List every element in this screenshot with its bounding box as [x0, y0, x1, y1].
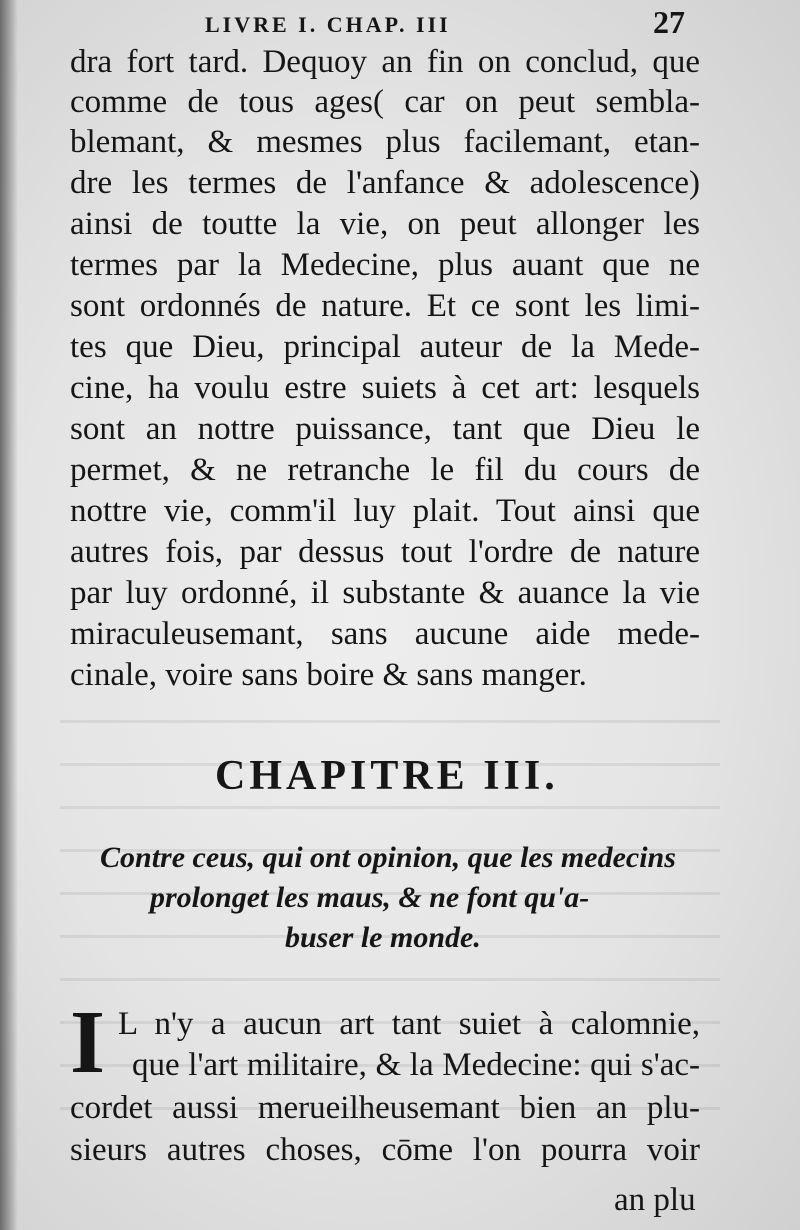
text-line: sont an nottre puissance, tant que Dieu le: [70, 411, 700, 447]
text-line: termes par la Medecine, plus auant que ne: [70, 247, 700, 283]
chapter-summary-line: buser le monde.: [285, 921, 481, 954]
text-line: miraculeusemant, sans aucune aide mede-: [70, 616, 700, 652]
catchword: an plu: [614, 1182, 696, 1218]
drop-capital: I: [70, 993, 106, 1092]
text-line: blemant, & mesmes plus facilemant, etan-: [70, 124, 700, 160]
chapter-summary-line: Contre ceus, qui ont opinion, que les medecins: [100, 841, 676, 874]
page-number: 27: [653, 4, 685, 40]
chapter-summary-line: prolonget les maus, & ne font qu'a-: [150, 881, 590, 914]
text-line: cordet aussi merueilheusemant bien an plu-: [70, 1090, 700, 1126]
text-line: permet, & ne retranche le fil du cours de: [70, 452, 700, 488]
text-line: par luy ordonné, il substante & auance la vie: [70, 575, 700, 611]
text-line: cinale, voire sans boire & sans manger.: [70, 657, 587, 693]
text-line: dra fort tard. Dequoy an fin on conclud, que: [70, 44, 700, 80]
running-head: LIVRE I. CHAP. III: [205, 12, 451, 37]
text-line: tes que Dieu, principal auteur de la Mede-: [70, 329, 700, 365]
page-header: [0, 4, 800, 38]
binding-shadow: [0, 0, 18, 1230]
text-line: ainsi de toutte la vie, on peut allonger les: [70, 206, 700, 242]
text-line: sieurs autres choses, cōme l'on pourra voir: [70, 1132, 700, 1168]
text-line: dre les termes de l'anfance & adolescence): [70, 165, 700, 201]
text-line: sont ordonnés de nature. Et ce sont les limi-: [70, 288, 700, 324]
text-line: comme de tous ages( car on peut sembla-: [70, 84, 700, 120]
text-line: nottre vie, comm'il luy plait. Tout ainsi que: [70, 493, 700, 529]
text-line: autres fois, par dessus tout l'ordre de nature: [70, 534, 700, 570]
text-line: L n'y a aucun art tant suiet à calomnie,: [118, 1006, 700, 1042]
text-line: cine, ha voulu estre suiets à cet art: lesquels: [70, 370, 700, 406]
text-line: que l'art militaire, & la Medecine: qui s'ac-: [132, 1047, 700, 1083]
chapter-title: CHAPITRE III.: [215, 753, 559, 799]
